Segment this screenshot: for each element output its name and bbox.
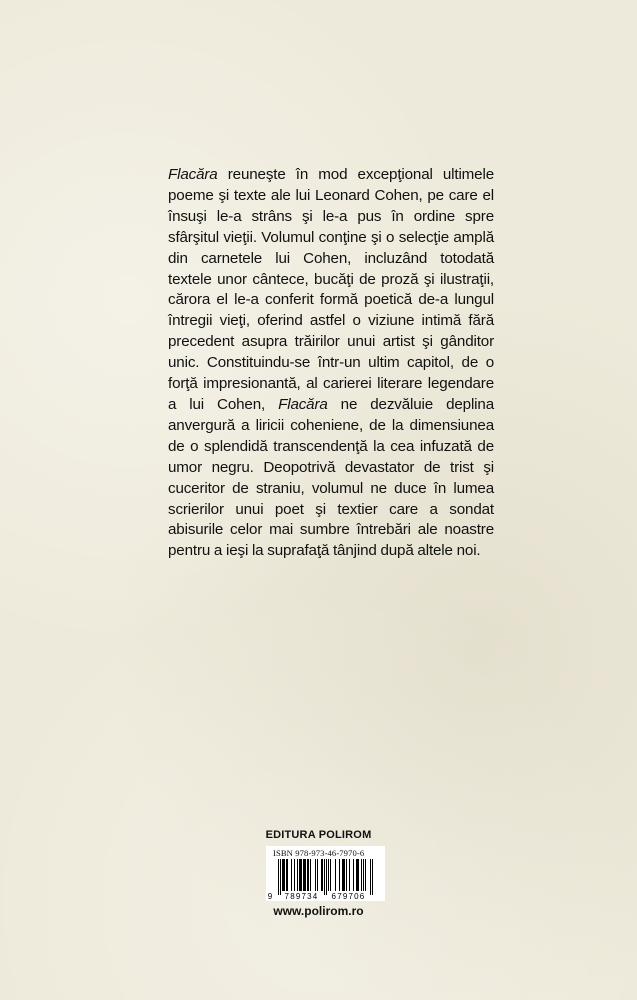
isbn-barcode <box>266 846 385 901</box>
barcode-bar <box>294 859 295 891</box>
back-cover-blurb <box>168 165 494 562</box>
barcode-bar <box>283 859 284 891</box>
barcode-bars <box>278 859 373 895</box>
barcode-bar <box>342 859 343 891</box>
barcode-guard-bar <box>370 859 371 895</box>
barcode-bar <box>346 859 347 891</box>
barcode-bar <box>317 859 318 891</box>
barcode-bar <box>339 859 340 891</box>
barcode-bar <box>315 859 316 891</box>
barcode-bar <box>310 859 311 891</box>
book-title-italic-2: Flacăra <box>278 395 328 413</box>
barcode-guard-bar <box>280 859 281 895</box>
barcode-bar <box>328 859 329 891</box>
barcode-bar <box>361 859 362 891</box>
barcode-bar <box>300 859 301 891</box>
barcode-bar <box>356 859 357 891</box>
barcode-bar <box>322 859 323 891</box>
barcode-bar <box>330 859 331 891</box>
isbn-label: ISBN 978-973-46-7970-6 <box>273 848 365 858</box>
barcode-guard-bar <box>278 859 279 895</box>
barcode-bar <box>343 859 344 891</box>
barcode-bar <box>353 859 354 891</box>
barcode-bar <box>284 859 285 891</box>
book-title-italic: Flacăra <box>168 166 218 183</box>
barcode-bar <box>308 859 309 891</box>
barcode-guard-bar <box>372 859 373 895</box>
barcode-guard-bar <box>324 859 325 895</box>
blurb-text-part-2: ne dezvăluie deplina anvergură a liricii coheniene, de la dimensiunea de o splendidă transcendenţă la cea infuzată de umor negru. Deopotrivă devastator de trist şi cuceritor de straniu, volumul ne duce în lumea scrierilor unui poet şi textier care a sondat abisurile celor mai sumbre întrebări ale noastre pentru a ieşi la suprafaţă tânjind după altele noi. <box>168 395 494 560</box>
barcode-bar <box>282 859 283 891</box>
barcode-digits-left: 789734 <box>284 892 319 901</box>
barcode-bar <box>357 859 358 891</box>
barcode-guard-bar <box>326 859 327 895</box>
barcode-bar <box>303 859 304 891</box>
barcode-bar <box>305 859 306 891</box>
barcode-bar <box>321 859 322 891</box>
publisher-website: www.polirom.ro <box>273 904 364 918</box>
blurb-text-part-1: reuneşte în mod excepţional ultimele poeme şi texte ale lui Leonard Cohen, pe care el însuşi le-a strâns şi le-a pus în ordine spre sfârşitul vieţii. Volumul conţine şi o selecţie amplă din carnetele lui Cohen, incluzând totodată textele unor cântece, bucăţi de proză şi ilustraţii, cărora el le-a conferit formă poetică de-a lungul întregii vieţi, oferind astfel o viziune intimă fără precedent asupra trăirilor unui artist şi gânditor unic. Constituindu-se într-un ultim capitol, de o forţă impresionantă, al carierei literare legendare a lui Cohen, <box>168 166 494 413</box>
barcode-bar <box>307 859 308 891</box>
barcode-digit-lead: 9 <box>267 892 273 901</box>
barcode-bar <box>297 859 298 891</box>
barcode-bar <box>363 859 364 891</box>
barcode-bar <box>365 859 366 891</box>
barcode-bar <box>287 859 288 891</box>
publisher-name: EDITURA POLIROM <box>265 829 372 841</box>
barcode-bar <box>291 859 292 891</box>
barcode-bar <box>344 859 345 891</box>
barcode-bar <box>301 859 302 891</box>
barcode-bar <box>304 859 305 891</box>
barcode-graphic <box>266 859 385 901</box>
barcode-bar <box>358 859 359 891</box>
barcode-bar <box>286 859 287 891</box>
barcode-bar <box>335 859 336 891</box>
barcode-digits-right: 679706 <box>331 892 366 901</box>
barcode-bar <box>299 859 300 891</box>
barcode-bar <box>349 859 350 891</box>
